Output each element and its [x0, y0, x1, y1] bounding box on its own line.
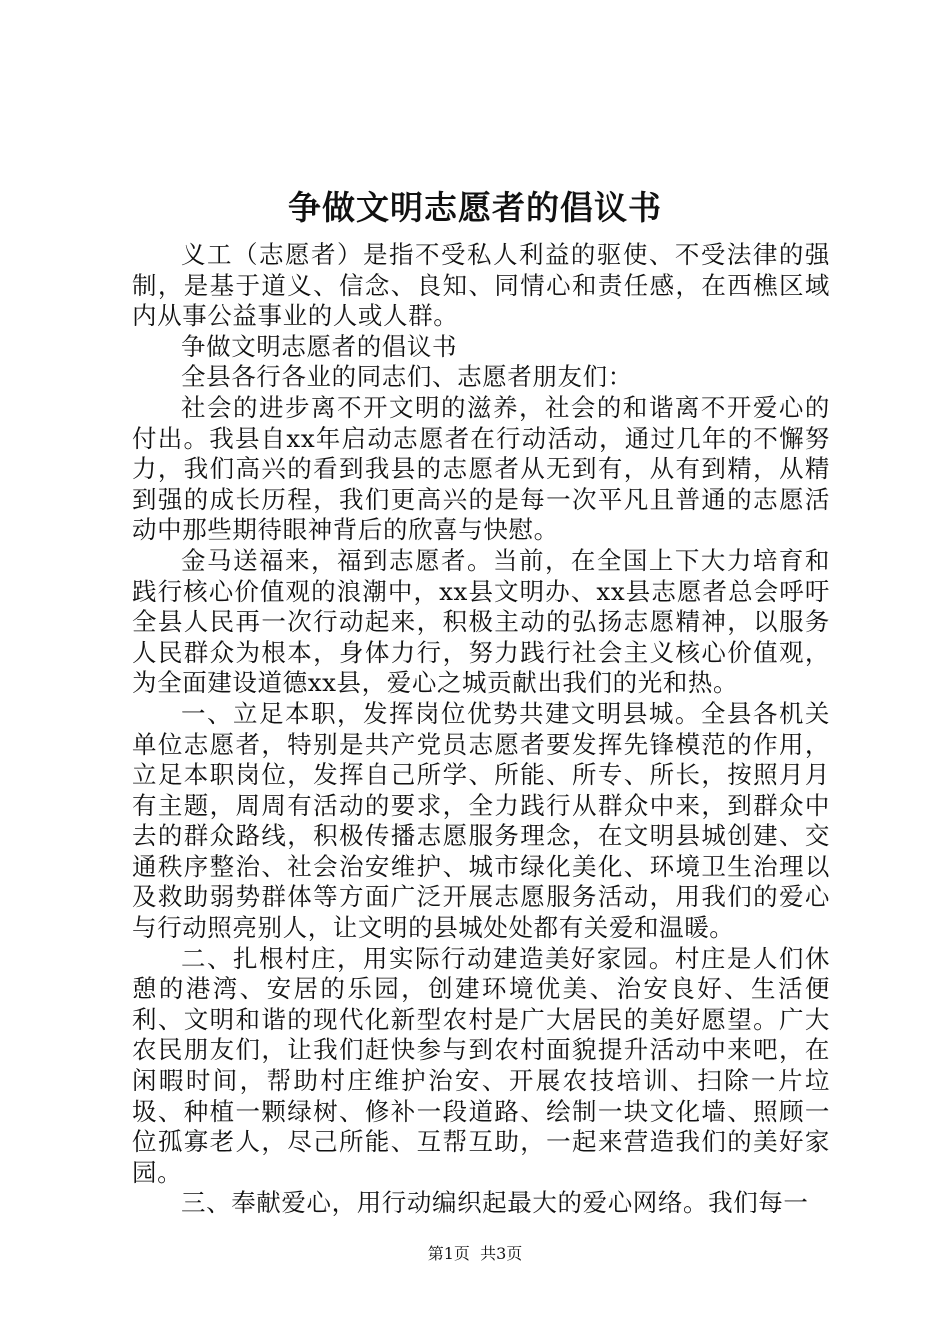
paragraph-salutation: 全县各行各业的同志们、志愿者朋友们：	[181, 362, 633, 392]
page-total: 共3页	[480, 1244, 523, 1263]
paragraph-intro: 义工（志愿者）是指不受私人利益的驱使、不受法律的强制，是基于道义、信念、良知、同情心和责任感，在西樵区域内从事公益事业的人或人群。	[132, 240, 830, 331]
document-body	[132, 240, 830, 1219]
paragraph-body-2: 金马送福来，福到志愿者。当前，在全国上下大力培育和践行核心价值观的浪潮中，xx县文明办、xx县志愿者总会呼吁全县人民再一次行动起来，积极主动的弘扬志愿精神，以服务人民群众为根本，身体力行，努力践行社会主义核心价值观，为全面建设道德xx县，爱心之城贡献出我们的光和热。	[132, 545, 830, 698]
document-title: 争做文明志愿者的倡议书	[288, 188, 662, 227]
paragraph-point-3: 三、奉献爱心，用行动编织起最大的爱心网络。我们每一	[181, 1188, 809, 1218]
paragraph-point-2: 二、扎根村庄，用实际行动建造美好家园。村庄是人们休憩的港湾、安居的乐园，创建环境优美、治安良好、生活便利、文明和谐的现代化新型农村是广大居民的美好愿望。广大农民朋友们，让我们赶快参与到农村面貌提升活动中来吧，在闲暇时间，帮助村庄维护治安、开展农技培训、扫除一片垃圾、种植一颗绿树、修补一段道路、绘制一块文化墙、照顾一位孤寡老人，尽己所能、互帮互助，一起来营造我们的美好家园。	[132, 943, 830, 1187]
paragraph-subtitle: 争做文明志愿者的倡议书	[181, 331, 458, 361]
paragraph-body-1: 社会的进步离不开文明的滋养，社会的和谐离不开爱心的付出。我县自xx年启动志愿者在行动活动，通过几年的不懈努力，我们高兴的看到我县的志愿者从无到有，从有到精，从精到强的成长历程，我们更高兴的是每一次平凡且普通的志愿活动中那些期待眼神背后的欣喜与快慰。	[132, 392, 830, 545]
paragraph-point-1: 一、立足本职，发挥岗位优势共建文明县城。全县各机关单位志愿者，特别是共产党员志愿者要发挥先锋模范的作用，立足本职岗位，发挥自己所学、所能、所专、所长，按照月月有主题，周周有活动的要求，全力践行从群众中来，到群众中去的群众路线，积极传播志愿服务理念，在文明县城创建、交通秩序整治、社会治安维护、城市绿化美化、环境卫生治理以及救助弱势群体等方面广泛开展志愿服务活动，用我们的爱心与行动照亮别人，让文明的县城处处都有关爱和温暖。	[132, 698, 830, 943]
page-number: 第1页	[427, 1244, 470, 1263]
page-footer	[0, 1243, 950, 1265]
